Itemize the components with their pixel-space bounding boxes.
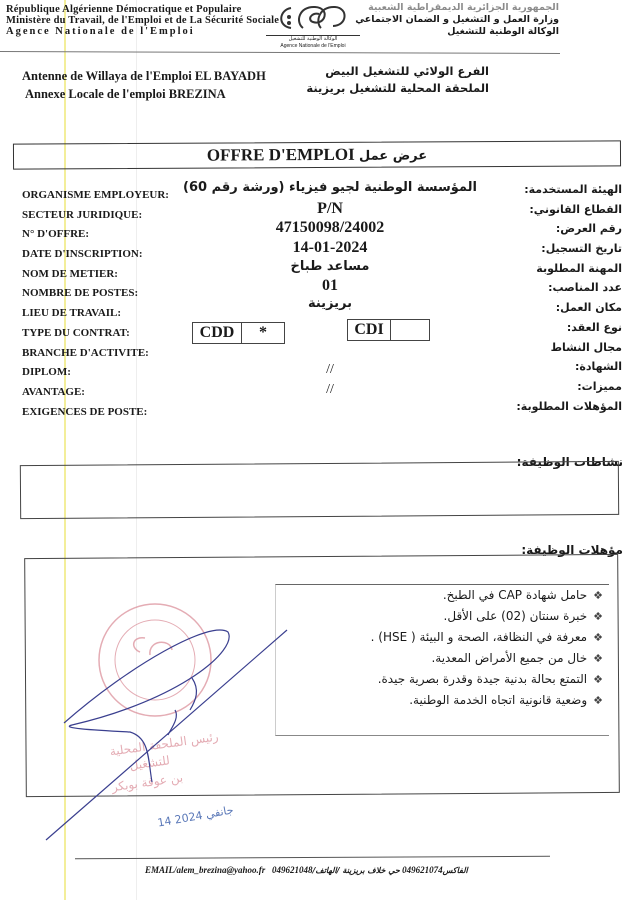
list-item: ❖خال من جميع الأمراض المعدية. xyxy=(431,651,603,665)
contract-cdd-label: CDD xyxy=(193,323,242,343)
signature-icon xyxy=(46,630,287,840)
list-item: ❖وضعية قانونية اتجاه الخدمة الوطنية. xyxy=(409,693,603,707)
footer-phone: 049621074 xyxy=(402,865,443,875)
logo-caption-fr: Agence Nationale de l'Emploi xyxy=(280,43,346,49)
label-offer-number-ar: رقم العرض: xyxy=(555,222,622,236)
title-ar: عرض عمل xyxy=(358,148,428,164)
header-ar xyxy=(355,2,559,38)
label-job-title-ar: المهنة المطلوبة xyxy=(536,261,622,275)
qualifications-label: مؤهلات الوظيفة: xyxy=(521,543,623,557)
label-requirements-ar: المؤهلات المطلوبة: xyxy=(516,399,622,413)
label-positions-ar: عدد المناصب: xyxy=(548,281,622,295)
value-benefits: // xyxy=(326,382,334,397)
value-diploma: // xyxy=(326,362,334,377)
footer-email[interactable]: EMAIL/alem_brezina@yahoo.fr xyxy=(145,865,266,875)
diamond-bullet-icon: ❖ xyxy=(593,631,603,644)
list-item: ❖التمتع بحالة بدنية جيدة وقدرة بصرية جيدة. xyxy=(377,672,603,686)
diamond-bullet-icon: ❖ xyxy=(593,652,603,665)
diamond-bullet-icon: ❖ xyxy=(593,610,603,623)
label-activity-branch-fr: BRANCHE D'ACTIVITE: xyxy=(22,346,149,359)
svg-text:للتشغيل: للتشغيل xyxy=(128,753,171,773)
label-contract-fr: TYPE DU CONTRAT: xyxy=(22,326,130,339)
label-legal-sector-fr: SECTEUR JURIDIQUE: xyxy=(22,208,143,221)
label-legal-sector-ar: القطاع القانوني: xyxy=(529,202,622,216)
office-fr-line: Antenne de Willaya de l'Emploi EL BAYADH xyxy=(22,69,266,83)
header-ar-line: وزارة العمل و التشغيل و الضمان الاجتماعي xyxy=(355,14,559,25)
logo-caption-ar: الوكالة الوطنية للتشغيل xyxy=(266,35,360,42)
qualifications-list xyxy=(275,584,609,736)
value-employer: المؤسسة الوطنية لجيو فيزياء (ورشة رقم 60) xyxy=(183,180,477,195)
anem-logo xyxy=(266,2,360,50)
label-requirements-fr: EXIGENCES DE POSTE: xyxy=(22,405,148,418)
header-fr xyxy=(6,4,279,37)
label-diploma-ar: الشهادة: xyxy=(574,360,622,374)
activities-label: نشاطات الوظيفة: xyxy=(516,455,623,469)
header-fr-line: Agence Nationale de l'Emploi xyxy=(6,26,195,37)
diamond-bullet-icon: ❖ xyxy=(593,694,603,707)
value-legal-sector: P/N xyxy=(317,200,343,217)
title-fr: OFFRE D'EMPLOI xyxy=(206,144,355,165)
office-ar xyxy=(306,63,489,97)
office-ar-line: الملحقة المحلية للتشغيل بريزينة xyxy=(306,81,489,95)
svg-text:بن عوفة بوبكر: بن عوفة بوبكر xyxy=(110,770,184,795)
diamond-bullet-icon: ❖ xyxy=(593,589,603,602)
footer-fax-label: /الفاكس xyxy=(312,866,468,875)
anem-logo-icon xyxy=(273,2,353,34)
list-item: ❖حامل شهادة CAP في الطبخ. xyxy=(442,588,603,602)
label-benefits-fr: AVANTAGE: xyxy=(22,385,85,398)
label-job-title-fr: NOM DE METIER: xyxy=(22,267,118,280)
contract-cdd-mark: * xyxy=(259,324,267,341)
list-item: ❖خبرة سنتان (02) على الأقل. xyxy=(443,609,603,623)
field-labels-ar xyxy=(516,180,622,416)
value-offer-number: 47150098/24002 xyxy=(275,219,385,236)
header-divider xyxy=(0,51,560,54)
contract-cdi-mark xyxy=(391,320,429,340)
office-fr-line: Annexe Locale de l'emploi BREZINA xyxy=(25,87,226,101)
footer-address: حي خلاف بريزينة /الهاتف xyxy=(315,866,400,875)
label-registration-date-fr: DATE D'INSCRIPTION: xyxy=(22,248,143,261)
activities-box xyxy=(20,461,619,519)
contract-cdd-box[interactable] xyxy=(192,322,285,344)
list-item: ❖معرفة في النظافة، الصحة و البيئة ( HSE) . xyxy=(370,630,603,644)
label-diploma-fr: DIPLOM: xyxy=(22,366,71,379)
label-workplace-fr: LIEU DE TRAVAIL: xyxy=(22,307,122,320)
label-employer-fr: ORGANISME EMPLOYEUR: xyxy=(22,189,169,201)
value-registration-date: 14-01-2024 xyxy=(292,239,368,256)
label-workplace-ar: مكان العمل: xyxy=(555,301,622,315)
office-ar-line: الفرع الولائي للتشغيل البيض xyxy=(325,64,489,78)
document-title xyxy=(13,140,621,169)
footer-fax: 049621048 xyxy=(272,865,313,875)
header-ar-line: الوكالة الوطنية للتشغيل xyxy=(447,26,559,37)
label-employer-ar: الهيئة المستخدمة: xyxy=(524,183,622,196)
handwritten-date: 14 جانفي 2024 xyxy=(156,803,235,830)
value-job-title: مساعد طباخ xyxy=(290,259,370,274)
field-labels-fr xyxy=(22,186,169,422)
contract-cdi-label: CDI xyxy=(348,320,391,340)
header-fr-line: République Algérienne Démocratique et Populaire xyxy=(6,4,242,15)
label-registration-date-ar: تاريخ التسجيل: xyxy=(541,242,622,256)
header-ar-line: الجمهورية الجزائرية الديمقراطية الشعبية xyxy=(368,2,559,13)
footer-contact xyxy=(145,865,468,875)
label-positions-fr: NOMBRE DE POSTES: xyxy=(22,287,139,300)
label-offer-number-fr: N° D'OFFRE: xyxy=(22,228,90,241)
label-benefits-ar: مميزات: xyxy=(577,379,622,393)
official-stamp-icon xyxy=(99,604,220,795)
header-fr-line: Ministère du Travail, de l'Emploi et de La Sécurité Sociale xyxy=(6,15,280,26)
contract-cdi-box[interactable] xyxy=(347,319,430,341)
office-fr xyxy=(22,67,266,103)
diamond-bullet-icon: ❖ xyxy=(593,673,603,686)
label-contract-ar: نوع العقد: xyxy=(566,320,622,334)
value-workplace: بريزينة xyxy=(307,296,352,311)
value-positions: 01 xyxy=(322,277,338,294)
label-activity-branch-ar: مجال النشاط xyxy=(550,340,622,354)
svg-text:رئيس الملحقة المحلية: رئيس الملحقة المحلية xyxy=(108,729,220,759)
